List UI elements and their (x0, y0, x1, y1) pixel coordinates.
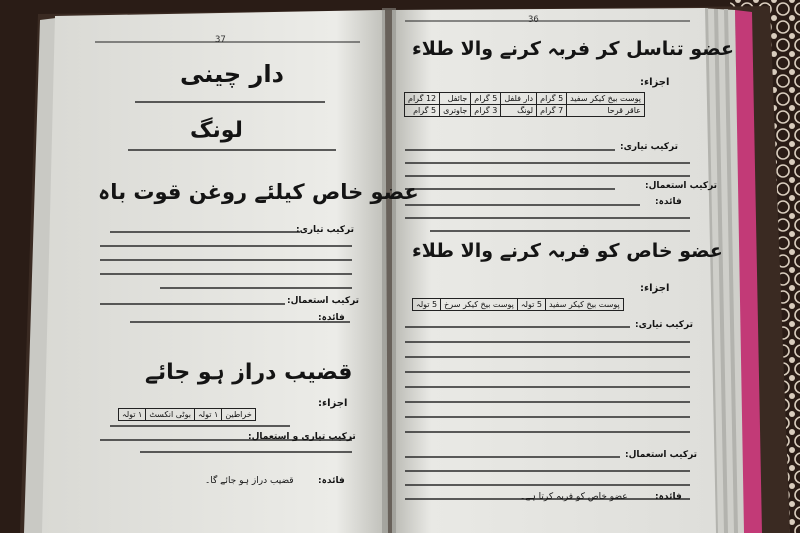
ingredient-cell: عاقر قرحا (567, 105, 645, 117)
left-heading-roghan: عضو خاص کیلئے روغن قوت باہ (98, 180, 419, 204)
ingredient-cell: 5 گرام (537, 93, 567, 105)
left-heading-laung: لونگ (190, 118, 243, 143)
left-label-tarkeeb: ترکیب تیاری: (296, 225, 355, 235)
ingredient-cell: دار فلفل (501, 93, 537, 105)
ingredient-cell: پوست بیخ کیکر سفید (545, 299, 623, 311)
right-label-tarkeeb-2: ترکیب تیاری: (635, 320, 694, 330)
ingredient-cell: پوست بیخ کیکر سفید (567, 93, 645, 105)
ingredient-cell: خراطین (222, 409, 255, 421)
table-row (405, 105, 645, 117)
left-page (42, 10, 388, 533)
right-page-number: 36 (528, 15, 539, 25)
right-label-istemal-2: ترکیب استعمال: (625, 450, 698, 460)
left-label-istemal: ترکیب استعمال: (287, 296, 360, 306)
left-page-number: 37 (215, 35, 226, 45)
ingredient-cell: 12 گرام (405, 93, 440, 105)
right-label-istemal: ترکیب استعمال: (645, 181, 718, 191)
left-label-ajza: اجزاء: (318, 398, 348, 409)
right-label-ajza: اجزاء: (640, 77, 670, 88)
right-label-tarkeeb: ترکیب تیاری: (620, 142, 679, 152)
left-label-faida: فائدہ: (318, 313, 345, 323)
left-label-faida-2: فائدہ: (318, 476, 345, 486)
ingredient-cell: 5 گرام (471, 93, 501, 105)
left-heading-qazeeb: قضیب دراز ہو جائے (145, 360, 353, 385)
ingredient-cell: پوست بیخ کیکر سرخ (441, 299, 518, 311)
right-label-ajza-2: اجزاء: (640, 283, 670, 294)
left-heading-darchini: دار چینی (180, 60, 284, 88)
ingredient-cell: 7 گرام (537, 105, 567, 117)
table-row (405, 93, 645, 105)
right-label-faida-2: فائدہ: (655, 492, 682, 502)
ingredient-cell: ۱ تولہ (194, 409, 221, 421)
ingredient-cell: ۱ تولہ (119, 409, 146, 421)
right-ingredients-table-2 (412, 298, 624, 311)
ingredient-cell: جائفل (440, 93, 471, 105)
right-heading-2: عضو خاص کو فربہ کرنے والا طلاء (412, 240, 723, 262)
ingredient-cell: لونگ (501, 105, 537, 117)
right-heading-1: عضو تناسل کر فربہ کرنے والا طلاء (412, 38, 735, 60)
ingredient-cell: بوٹی انکسٹ (146, 409, 195, 421)
ingredient-cell: 5 گرام (405, 105, 440, 117)
right-faida-text: عضو خاص کو فربہ کرتا ہے۔ (520, 492, 628, 502)
ingredient-cell: جاوتری (440, 105, 471, 117)
left-ingredients-table (118, 408, 256, 421)
gutter (382, 8, 396, 533)
ingredient-cell: 5 تولہ (413, 299, 441, 311)
left-faida-text: قضیب دراز ہو جائے گا۔ (205, 476, 294, 486)
right-ingredients-table (404, 92, 645, 117)
ingredient-cell: 5 تولہ (517, 299, 545, 311)
ingredient-cell: 3 گرام (471, 105, 501, 117)
left-label-tarkeeb-istemal: ترکیب تیاری و استعمال: (248, 432, 356, 442)
right-label-faida: فائدہ: (655, 197, 682, 207)
